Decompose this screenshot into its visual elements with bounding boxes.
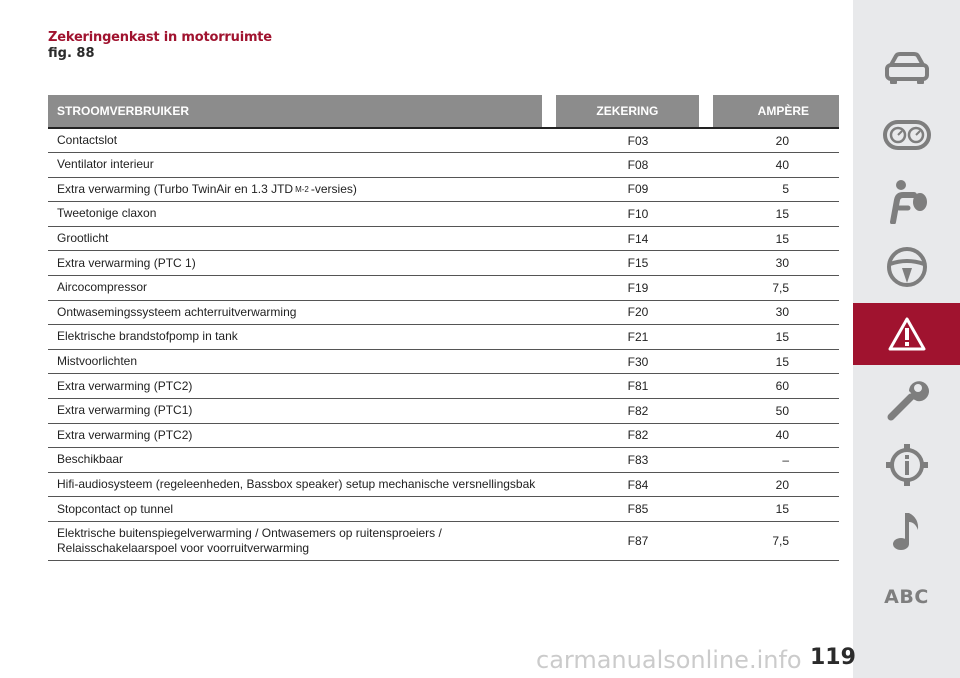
row-consumer-text: Extra verwarming (Turbo TwinAir en 1.3 JTD <box>57 181 294 196</box>
sidebar-item-car[interactable] <box>853 38 960 100</box>
row-fuse: F87 <box>627 533 649 548</box>
table-row <box>48 202 839 227</box>
row-fuse: F30 <box>627 354 649 369</box>
header-gap <box>542 95 556 127</box>
sidebar-item-emergency[interactable] <box>853 303 960 365</box>
table-row <box>48 251 839 276</box>
music-note-icon <box>891 510 923 552</box>
row-amp: 30 <box>775 256 789 271</box>
table-row <box>48 473 839 498</box>
sidebar-item-safety[interactable] <box>853 170 960 232</box>
table-row <box>48 227 839 252</box>
steering-wheel-icon <box>886 246 928 288</box>
row-fuse: F08 <box>627 157 649 172</box>
car-icon <box>884 52 930 86</box>
row-amp: 40 <box>775 428 789 443</box>
row-consumer-suffix: -versies) <box>310 181 357 196</box>
engine-subscript: M-2 <box>295 184 309 194</box>
row-amp: 20 <box>775 133 789 148</box>
abc-icon: ABC <box>884 586 929 608</box>
row-fuse: F10 <box>627 206 649 221</box>
row-consumer: Extra verwarming (PTC 1) <box>57 255 196 270</box>
row-consumer: Hifi-audiosysteem (regeleenheden, Bassbox speaker) setup mechanische versnellingsbak <box>57 477 536 492</box>
row-consumer: Beschikbaar <box>57 452 124 467</box>
page-number: 119 <box>810 645 856 670</box>
row-consumer: Stopcontact op tunnel <box>57 501 174 516</box>
row-fuse: F83 <box>627 452 649 467</box>
header-fuse: ZEKERING <box>556 95 699 127</box>
table-header <box>48 95 839 127</box>
row-consumer: Tweetonige claxon <box>57 206 157 221</box>
row-fuse: F82 <box>627 428 649 443</box>
row-amp: 7,5 <box>772 533 789 548</box>
table-row <box>48 301 839 326</box>
row-amp: 7,5 <box>772 280 789 295</box>
row-amp: 50 <box>775 403 789 418</box>
section-title: Zekeringenkast in motorruimte <box>48 30 272 45</box>
row-fuse: F85 <box>627 502 649 517</box>
row-consumer: Extra verwarming (PTC2) <box>57 427 193 442</box>
row-consumer: Elektrische brandstofpomp in tank <box>57 329 238 344</box>
row-consumer: Mistvoorlichten <box>57 354 138 369</box>
row-amp: 40 <box>775 157 789 172</box>
table-row <box>48 153 839 178</box>
row-fuse: F19 <box>627 280 649 295</box>
chapter-sidebar <box>853 0 960 678</box>
row-fuse: F15 <box>627 256 649 271</box>
wrench-icon <box>885 377 929 421</box>
row-fuse: F82 <box>627 403 649 418</box>
table-row <box>48 129 839 153</box>
table-row <box>48 178 839 203</box>
table-row <box>48 325 839 350</box>
row-amp: 30 <box>775 305 789 320</box>
seat-airbag-icon <box>884 178 930 224</box>
row-consumer-line1: Elektrische buitenspiegelverwarming / Ontwasemers op ruitensproeiers / <box>57 525 442 540</box>
row-amp: 15 <box>775 329 789 344</box>
table-row <box>48 448 839 473</box>
info-gear-icon <box>885 443 929 487</box>
row-amp: 20 <box>775 477 789 492</box>
row-consumer: Ontwasemingssysteem achterruitverwarming <box>57 304 297 319</box>
row-amp: 5 <box>782 182 789 197</box>
row-consumer-line2: Relaisschakelaarspoel voor voorruitverwarming <box>57 540 310 555</box>
table-row <box>48 497 839 522</box>
header-gap <box>699 95 713 127</box>
row-amp: 15 <box>775 502 789 517</box>
row-amp: 60 <box>775 379 789 394</box>
row-fuse: F81 <box>627 379 649 394</box>
row-consumer: Extra verwarming (PTC1) <box>57 403 193 418</box>
row-consumer: Extra verwarming (PTC2) <box>57 378 193 393</box>
row-fuse: F21 <box>627 329 649 344</box>
sidebar-item-technical[interactable] <box>853 434 960 496</box>
row-amp: 15 <box>775 354 789 369</box>
row-consumer: Contactslot <box>57 133 118 147</box>
row-fuse: F84 <box>627 477 649 492</box>
table-row <box>48 522 839 561</box>
row-fuse: F14 <box>627 231 649 246</box>
row-fuse: F03 <box>627 133 649 148</box>
row-fuse: F09 <box>627 182 649 197</box>
row-amp: 15 <box>775 206 789 221</box>
row-amp: – <box>782 452 789 467</box>
sidebar-item-index[interactable] <box>853 566 960 628</box>
table-row <box>48 350 839 375</box>
fuse-table <box>48 95 839 561</box>
row-consumer <box>48 178 565 202</box>
sidebar-item-driving[interactable] <box>853 236 960 298</box>
row-consumer <box>48 522 565 560</box>
sidebar-item-maintenance[interactable] <box>853 368 960 430</box>
row-consumer: Aircocompressor <box>57 280 148 295</box>
row-consumer: Grootlicht <box>57 231 109 246</box>
sidebar-item-multimedia[interactable] <box>853 500 960 562</box>
table-row <box>48 374 839 399</box>
watermark: carmanualsonline.info <box>536 646 802 674</box>
row-amp: 15 <box>775 231 789 246</box>
figure-reference: fig. 88 <box>48 46 95 61</box>
header-amp: AMPÈRE <box>713 95 839 127</box>
table-row <box>48 424 839 449</box>
header-consumer: STROOMVERBRUIKER <box>48 95 542 127</box>
table-row <box>48 276 839 301</box>
dashboard-gauges-icon <box>883 120 931 150</box>
warning-triangle-icon <box>888 317 926 351</box>
section-heading <box>48 30 272 62</box>
table-row <box>48 399 839 424</box>
sidebar-item-dashboard[interactable] <box>853 104 960 166</box>
row-consumer: Ventilator interieur <box>57 157 154 172</box>
row-fuse: F20 <box>627 305 649 320</box>
